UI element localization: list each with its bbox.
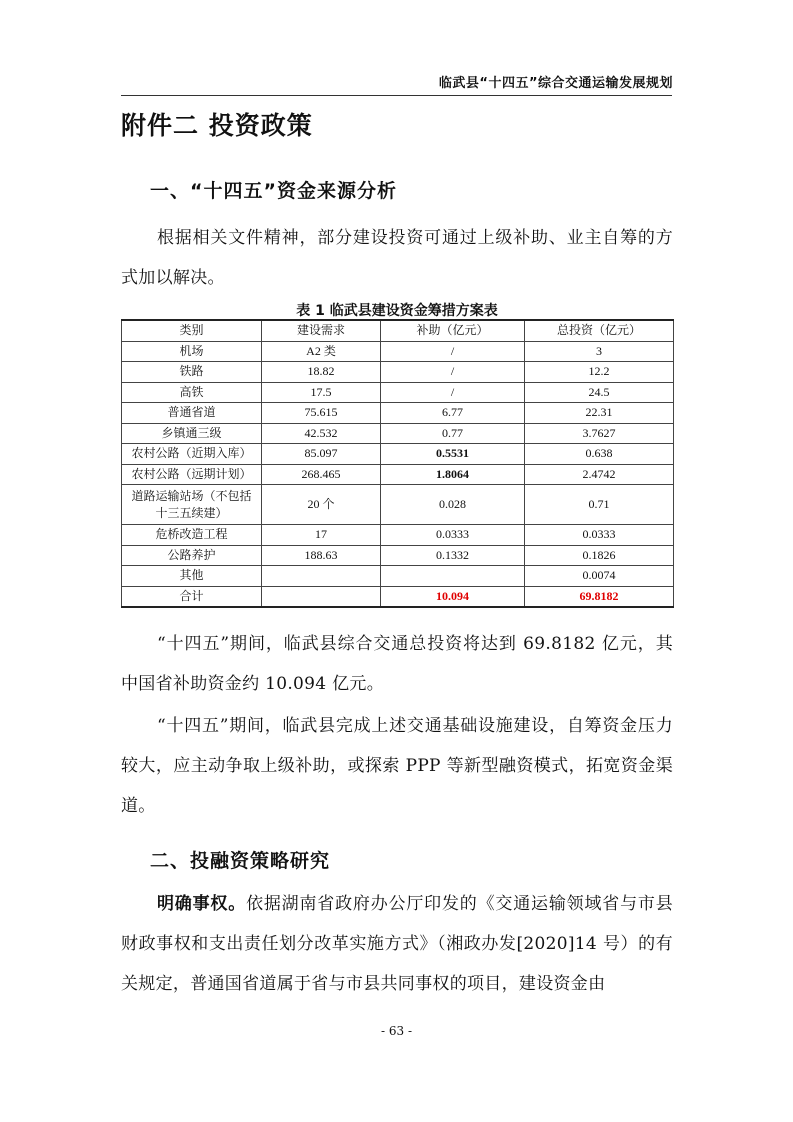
table-cell: 6.77 — [381, 403, 525, 424]
table-cell: 0.1332 — [381, 545, 525, 566]
table-cell: 0.5531 — [381, 444, 525, 465]
table-cell: 高铁 — [122, 382, 262, 403]
paragraph-total-investment: “十四五”期间，临武县综合交通总投资将达到 69.8182 亿元，其中国省补助资金约 10.094 亿元。 — [121, 634, 673, 694]
table-cell: 0.1826 — [525, 545, 674, 566]
table-cell: 75.615 — [262, 403, 381, 424]
table-cell: 0.028 — [381, 485, 525, 525]
total-subsidy-cell: 10.094 — [381, 586, 525, 607]
table-caption: 表 1 临武县建设资金筹措方案表 — [296, 303, 498, 319]
column-header: 类别 — [122, 320, 262, 341]
table-row — [122, 485, 674, 525]
paragraph-body: 依据湖南省政府办公厅印发的《交通运输领域省与市县财政事权和支出责任划分改革实施方式》（湘政办发[2020]14 号）的有关规定，普通国省道属于省与市县共同事权的项目，建设资金由 — [121, 894, 674, 994]
table-cell: 0.0333 — [381, 525, 525, 546]
table-cell: 0.71 — [525, 485, 674, 525]
table-row — [122, 525, 674, 546]
table-cell: 0.77 — [381, 423, 525, 444]
table-cell: 公路养护 — [122, 545, 262, 566]
table-cell: 普通省道 — [122, 403, 262, 424]
table-row — [122, 566, 674, 587]
paragraph-funding-intro: 根据相关文件精神，部分建设投资可通过上级补助、业主自筹的方式加以解决。 — [121, 228, 673, 288]
table-cell: 268.465 — [262, 464, 381, 485]
table-row — [122, 341, 674, 362]
table-cell: 危桥改造工程 — [122, 525, 262, 546]
table-row — [122, 382, 674, 403]
total-investment-cell: 69.8182 — [525, 586, 674, 607]
table-cell: 0.638 — [525, 444, 674, 465]
table-cell: 3.7627 — [525, 423, 674, 444]
paragraph-funding-pressure: “十四五”期间，临武县完成上述交通基础设施建设，自筹资金压力较大，应主动争取上级补助，或探索 PPP 等新型融资模式，拓宽资金渠道。 — [121, 716, 673, 816]
table-cell: A2 类 — [262, 341, 381, 362]
running-header: 临武县“十四五”综合交通运输发展规划 — [438, 76, 673, 91]
table-cell: 机场 — [122, 341, 262, 362]
table-cell: 188.63 — [262, 545, 381, 566]
table-cell — [262, 586, 381, 607]
column-header: 总投资（亿元） — [525, 320, 674, 341]
table-cell: 农村公路（近期入库） — [122, 444, 262, 465]
funding-table — [121, 319, 674, 608]
table-cell: 20 个 — [262, 485, 381, 525]
table-cell: 1.8064 — [381, 464, 525, 485]
table-row — [122, 423, 674, 444]
table-total-row — [122, 586, 674, 607]
page-title: 附件二 投资政策 — [121, 111, 313, 140]
table-cell: 0.0074 — [525, 566, 674, 587]
table-cell: 农村公路（远期计划） — [122, 464, 262, 485]
table-cell: / — [381, 382, 525, 403]
table-row — [122, 464, 674, 485]
header-divider — [121, 95, 672, 96]
column-header: 建设需求 — [262, 320, 381, 341]
table-cell: 道路运输站场（不包括十三五续建） — [122, 485, 262, 525]
table-cell: / — [381, 362, 525, 383]
table-row — [122, 545, 674, 566]
table-cell: 其他 — [122, 566, 262, 587]
table-cell — [381, 566, 525, 587]
table-cell: 18.82 — [262, 362, 381, 383]
section-heading-funding-sources: 一、“十四五”资金来源分析 — [150, 180, 397, 202]
table-cell: 3 — [525, 341, 674, 362]
table-cell: 24.5 — [525, 382, 674, 403]
section-heading-financing-strategy: 二、投融资策略研究 — [150, 850, 331, 872]
table-cell: 合计 — [122, 586, 262, 607]
table-cell: 0.0333 — [525, 525, 674, 546]
table-row — [122, 362, 674, 383]
table-cell: 17.5 — [262, 382, 381, 403]
table-row — [122, 403, 674, 424]
table-cell: 12.2 — [525, 362, 674, 383]
paragraph-clarify-authority — [121, 884, 673, 1004]
table-cell: 2.4742 — [525, 464, 674, 485]
table-header-row — [122, 320, 674, 341]
table-cell: 铁路 — [122, 362, 262, 383]
lead-phrase: 明确事权。 — [157, 894, 247, 914]
table-cell: / — [381, 341, 525, 362]
table-cell: 22.31 — [525, 403, 674, 424]
table-cell: 17 — [262, 525, 381, 546]
table-cell: 42.532 — [262, 423, 381, 444]
table-cell — [262, 566, 381, 587]
table-cell: 85.097 — [262, 444, 381, 465]
table-cell: 乡镇通三级 — [122, 423, 262, 444]
page-number: - 63 - — [380, 1024, 412, 1038]
column-header: 补助（亿元） — [381, 320, 525, 341]
table-row — [122, 444, 674, 465]
